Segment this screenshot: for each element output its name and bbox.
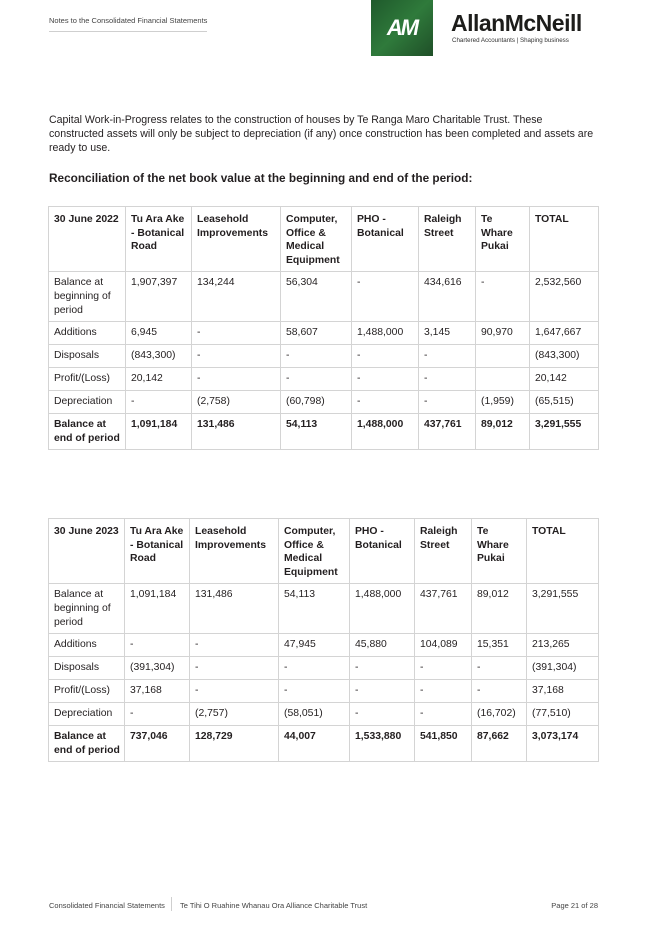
table-cell: (391,304) bbox=[527, 657, 599, 680]
table-row bbox=[49, 703, 599, 726]
table-cell: (58,051) bbox=[279, 703, 350, 726]
table-cell: - bbox=[125, 703, 190, 726]
intro-paragraph: Capital Work-in-Progress relates to the construction of houses by Te Ranga Maro Charitable Trust. These constructed assets will only be subject to depreciation (if any) once construction has been completed and assets are ready to use. bbox=[49, 114, 594, 155]
table-cell: - bbox=[472, 680, 527, 703]
page-number: Page 21 of 28 bbox=[551, 901, 598, 910]
table-cell: - bbox=[126, 391, 192, 414]
table-cell: - bbox=[190, 657, 279, 680]
table-cell: 1,907,397 bbox=[126, 272, 192, 322]
table-cell: - bbox=[190, 634, 279, 657]
table-cell: 3,073,174 bbox=[527, 726, 599, 762]
column-header: Computer, Office & Medical Equipment bbox=[279, 519, 350, 584]
table-cell: 437,761 bbox=[419, 414, 476, 450]
table-cell: - bbox=[190, 680, 279, 703]
logo-mark bbox=[371, 0, 433, 56]
row-label: Profit/(Loss) bbox=[49, 680, 125, 703]
column-header: Raleigh Street bbox=[419, 207, 476, 272]
table-cell: - bbox=[352, 368, 419, 391]
row-label: Profit/(Loss) bbox=[49, 368, 126, 391]
column-header: PHO - Botanical bbox=[350, 519, 415, 584]
table-cell: - bbox=[352, 272, 419, 322]
table-row bbox=[49, 680, 599, 703]
table-cell: 128,729 bbox=[190, 726, 279, 762]
table-cell: 54,113 bbox=[281, 414, 352, 450]
table-cell: 15,351 bbox=[472, 634, 527, 657]
table-total-row bbox=[49, 726, 599, 762]
row-label: Depreciation bbox=[49, 391, 126, 414]
table-cell bbox=[476, 368, 530, 391]
table-cell: (843,300) bbox=[530, 345, 599, 368]
table-cell: (65,515) bbox=[530, 391, 599, 414]
table-cell: 3,291,555 bbox=[530, 414, 599, 450]
table-cell: 56,304 bbox=[281, 272, 352, 322]
table-cell: - bbox=[352, 391, 419, 414]
table-cell: 1,488,000 bbox=[350, 584, 415, 634]
table-row bbox=[49, 634, 599, 657]
footer-trust-name: Te Tihi O Ruahine Whanau Ora Alliance Charitable Trust bbox=[180, 901, 368, 910]
table-cell: - bbox=[279, 657, 350, 680]
footer-separator bbox=[171, 897, 172, 911]
table-cell: (1,959) bbox=[476, 391, 530, 414]
row-label: Disposals bbox=[49, 657, 125, 680]
table-cell: 20,142 bbox=[530, 368, 599, 391]
table-header-row bbox=[49, 207, 599, 272]
table-cell: - bbox=[350, 657, 415, 680]
table-cell: - bbox=[419, 368, 476, 391]
column-header: Tu Ara Ake - Botanical Road bbox=[125, 519, 190, 584]
column-header: 30 June 2023 bbox=[49, 519, 125, 584]
table-cell: - bbox=[419, 345, 476, 368]
row-label: Balance at end of period bbox=[49, 414, 126, 450]
brand-name: AllanMcNeill bbox=[451, 10, 582, 36]
table-cell: 37,168 bbox=[527, 680, 599, 703]
column-header: Te Whare Pukai bbox=[476, 207, 530, 272]
table-total-row bbox=[49, 414, 599, 450]
table-cell: 737,046 bbox=[125, 726, 190, 762]
table-cell: 1,533,880 bbox=[350, 726, 415, 762]
table-cell: - bbox=[472, 657, 527, 680]
table-cell: 47,945 bbox=[279, 634, 350, 657]
table-cell: 131,486 bbox=[190, 584, 279, 634]
row-label: Balance at beginning of period bbox=[49, 272, 126, 322]
table-row bbox=[49, 272, 599, 322]
table-cell: 58,607 bbox=[281, 322, 352, 345]
table-cell: 20,142 bbox=[126, 368, 192, 391]
table-cell: - bbox=[415, 657, 472, 680]
table-cell: - bbox=[281, 368, 352, 391]
column-header: 30 June 2022 bbox=[49, 207, 126, 272]
table-cell: (843,300) bbox=[126, 345, 192, 368]
header-note: Notes to the Consolidated Financial Statements bbox=[49, 16, 208, 25]
row-label: Disposals bbox=[49, 345, 126, 368]
table-cell: 6,945 bbox=[126, 322, 192, 345]
table-row bbox=[49, 657, 599, 680]
row-label: Depreciation bbox=[49, 703, 125, 726]
table-cell: - bbox=[350, 703, 415, 726]
table-cell: 3,145 bbox=[419, 322, 476, 345]
column-header: Te Whare Pukai bbox=[472, 519, 527, 584]
table-cell: 45,880 bbox=[350, 634, 415, 657]
table-cell: - bbox=[419, 391, 476, 414]
table-cell: 89,012 bbox=[472, 584, 527, 634]
table-cell: 131,486 bbox=[192, 414, 281, 450]
column-header: TOTAL bbox=[527, 519, 599, 584]
table-cell: 37,168 bbox=[125, 680, 190, 703]
column-header: Computer, Office & Medical Equipment bbox=[281, 207, 352, 272]
table-cell: 1,647,667 bbox=[530, 322, 599, 345]
table-cell: 437,761 bbox=[415, 584, 472, 634]
table-cell: 434,616 bbox=[419, 272, 476, 322]
table-cell: 541,850 bbox=[415, 726, 472, 762]
row-label: Additions bbox=[49, 634, 125, 657]
reconciliation-table-2022 bbox=[48, 206, 599, 450]
table-cell: - bbox=[352, 345, 419, 368]
table-cell: 87,662 bbox=[472, 726, 527, 762]
table-cell: 1,488,000 bbox=[352, 322, 419, 345]
table-cell: - bbox=[415, 703, 472, 726]
column-header: PHO - Botanical bbox=[352, 207, 419, 272]
section-title: Reconciliation of the net book value at the beginning and end of the period: bbox=[49, 171, 473, 185]
row-label: Additions bbox=[49, 322, 126, 345]
column-header: Tu Ara Ake - Botanical Road bbox=[126, 207, 192, 272]
table-row bbox=[49, 584, 599, 634]
table-cell: - bbox=[192, 322, 281, 345]
table-cell: - bbox=[350, 680, 415, 703]
table-cell: 134,244 bbox=[192, 272, 281, 322]
table-cell: 90,970 bbox=[476, 322, 530, 345]
table-cell: - bbox=[279, 680, 350, 703]
table-row bbox=[49, 345, 599, 368]
table-cell: (77,510) bbox=[527, 703, 599, 726]
table-row bbox=[49, 391, 599, 414]
table-cell: - bbox=[192, 345, 281, 368]
table-cell: (16,702) bbox=[472, 703, 527, 726]
column-header: Leasehold Improvements bbox=[192, 207, 281, 272]
column-header: Raleigh Street bbox=[415, 519, 472, 584]
table-row bbox=[49, 368, 599, 391]
table-cell: (391,304) bbox=[125, 657, 190, 680]
header-rule bbox=[49, 31, 207, 32]
table-cell: 54,113 bbox=[279, 584, 350, 634]
table-cell: - bbox=[125, 634, 190, 657]
table-cell: 1,091,184 bbox=[125, 584, 190, 634]
footer-left: Consolidated Financial Statements bbox=[49, 901, 165, 910]
table-cell: 1,091,184 bbox=[126, 414, 192, 450]
column-header: TOTAL bbox=[530, 207, 599, 272]
table-cell: - bbox=[476, 272, 530, 322]
brand-tagline: Chartered Accountants | Shaping business bbox=[452, 37, 569, 44]
table-cell: (60,798) bbox=[281, 391, 352, 414]
table-cell: 1,488,000 bbox=[352, 414, 419, 450]
reconciliation-table-2023 bbox=[48, 518, 599, 762]
table-cell: 2,532,560 bbox=[530, 272, 599, 322]
table-cell: - bbox=[281, 345, 352, 368]
table-cell: 104,089 bbox=[415, 634, 472, 657]
table-header-row bbox=[49, 519, 599, 584]
row-label: Balance at beginning of period bbox=[49, 584, 125, 634]
table-cell: (2,757) bbox=[190, 703, 279, 726]
table-cell: 213,265 bbox=[527, 634, 599, 657]
table-cell: 44,007 bbox=[279, 726, 350, 762]
table-cell bbox=[476, 345, 530, 368]
table-cell: - bbox=[192, 368, 281, 391]
row-label: Balance at end of period bbox=[49, 726, 125, 762]
table-cell: 89,012 bbox=[476, 414, 530, 450]
logo-mark-text: AM bbox=[386, 15, 418, 40]
table-row bbox=[49, 322, 599, 345]
table-cell: 3,291,555 bbox=[527, 584, 599, 634]
table-cell: - bbox=[415, 680, 472, 703]
column-header: Leasehold Improvements bbox=[190, 519, 279, 584]
table-cell: (2,758) bbox=[192, 391, 281, 414]
